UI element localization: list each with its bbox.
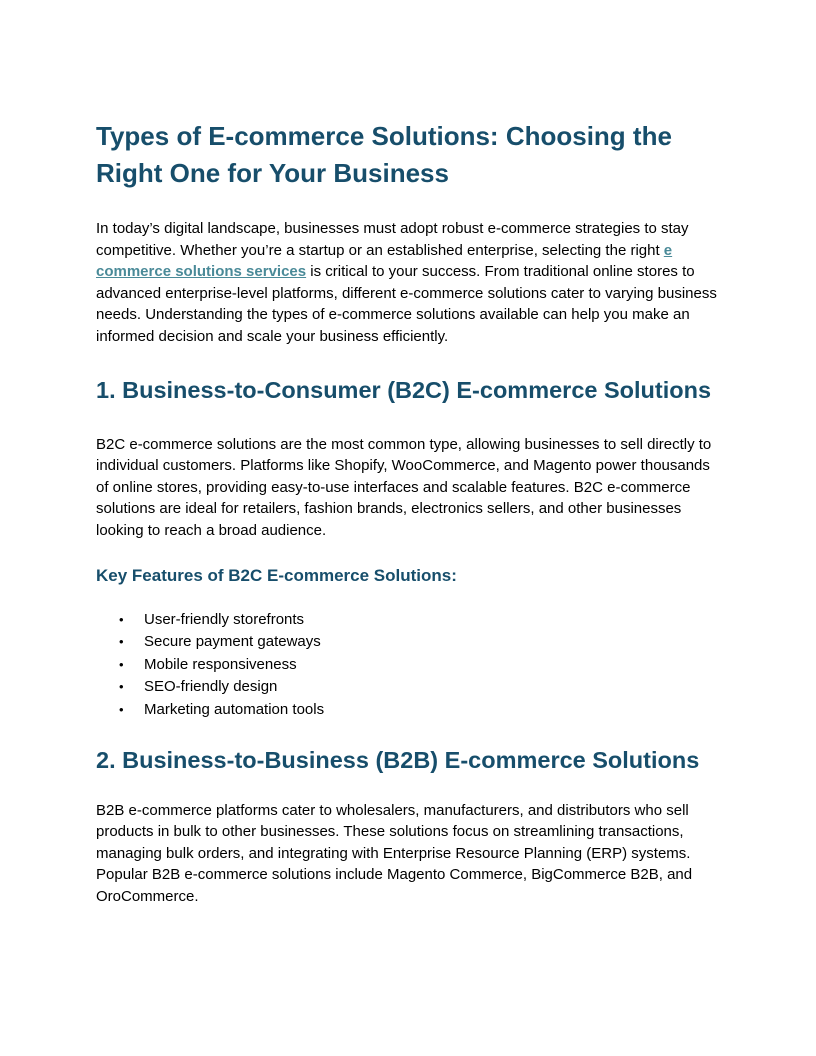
list-item-text: User-friendly storefronts [144,610,305,628]
section-heading-b2b: 2. Business-to-Business (B2B) E-commerce Solutions [96,746,700,773]
bullet-icon: • [119,656,124,672]
list-item [96,676,724,699]
list-item [96,654,724,677]
intro-paragraph [96,218,724,348]
intro-text-before-link: In today’s digital landscape, businesses must adopt robust e-commerce strategies to stay competitive. Whether you’re a startup or an established enterprise, selecting the right [96,220,689,259]
list-item-text: Mobile responsiveness [144,655,297,673]
section-heading-b2c: 1. Business-to-Consumer (B2C) E-commerce Solutions [96,376,712,403]
intro-text-after-link: is critical to your success. From traditional online stores to advanced enterprise-level platforms, different e-commerce solutions cater to varying business needs. Understanding the types of e-commerce solutions available can help you make an informed decision and scale your business efficiently. [96,263,717,345]
list-item-text: SEO-friendly design [144,678,278,696]
list-item-text: Marketing automation tools [144,700,325,718]
page-title: Types of E-commerce Solutions: Choosing the Right One for Your Business [96,121,672,188]
document-page [96,118,724,907]
ecommerce-solutions-link[interactable]: e commerce solutions services [96,241,673,281]
bullet-icon: • [119,611,124,627]
b2c-features-list [96,609,724,722]
b2b-paragraph: B2B e-commerce platforms cater to wholesalers, manufacturers, and distributors who sell products in bulk to other businesses. These solutions focus on streamlining transactions, managing bulk orders, and integrating with Enterprise Resource Planning (ERP) systems. Popular B2B e-commerce solutions include Magento Commerce, BigCommerce B2B, and OroCommerce. [96,801,693,905]
list-item [96,699,724,722]
bullet-icon: • [119,679,124,695]
b2c-paragraph: B2C e-commerce solutions are the most common type, allowing businesses to sell directly to individual customers. Platforms like Shopify, WooCommerce, and Magento power thousands of online stores, providing easy-to-use interfaces and scalable features. B2C e-commerce solutions are ideal for retailers, fashion brands, electronics sellers, and other businesses looking to reach a broad audience. [96,435,712,539]
bullet-icon: • [119,634,124,650]
bullet-icon: • [119,701,124,717]
list-item-text: Secure payment gateways [144,633,321,651]
list-item [96,609,724,632]
list-item [96,631,724,654]
b2c-features-heading: Key Features of B2C E-commerce Solutions: [96,565,457,585]
